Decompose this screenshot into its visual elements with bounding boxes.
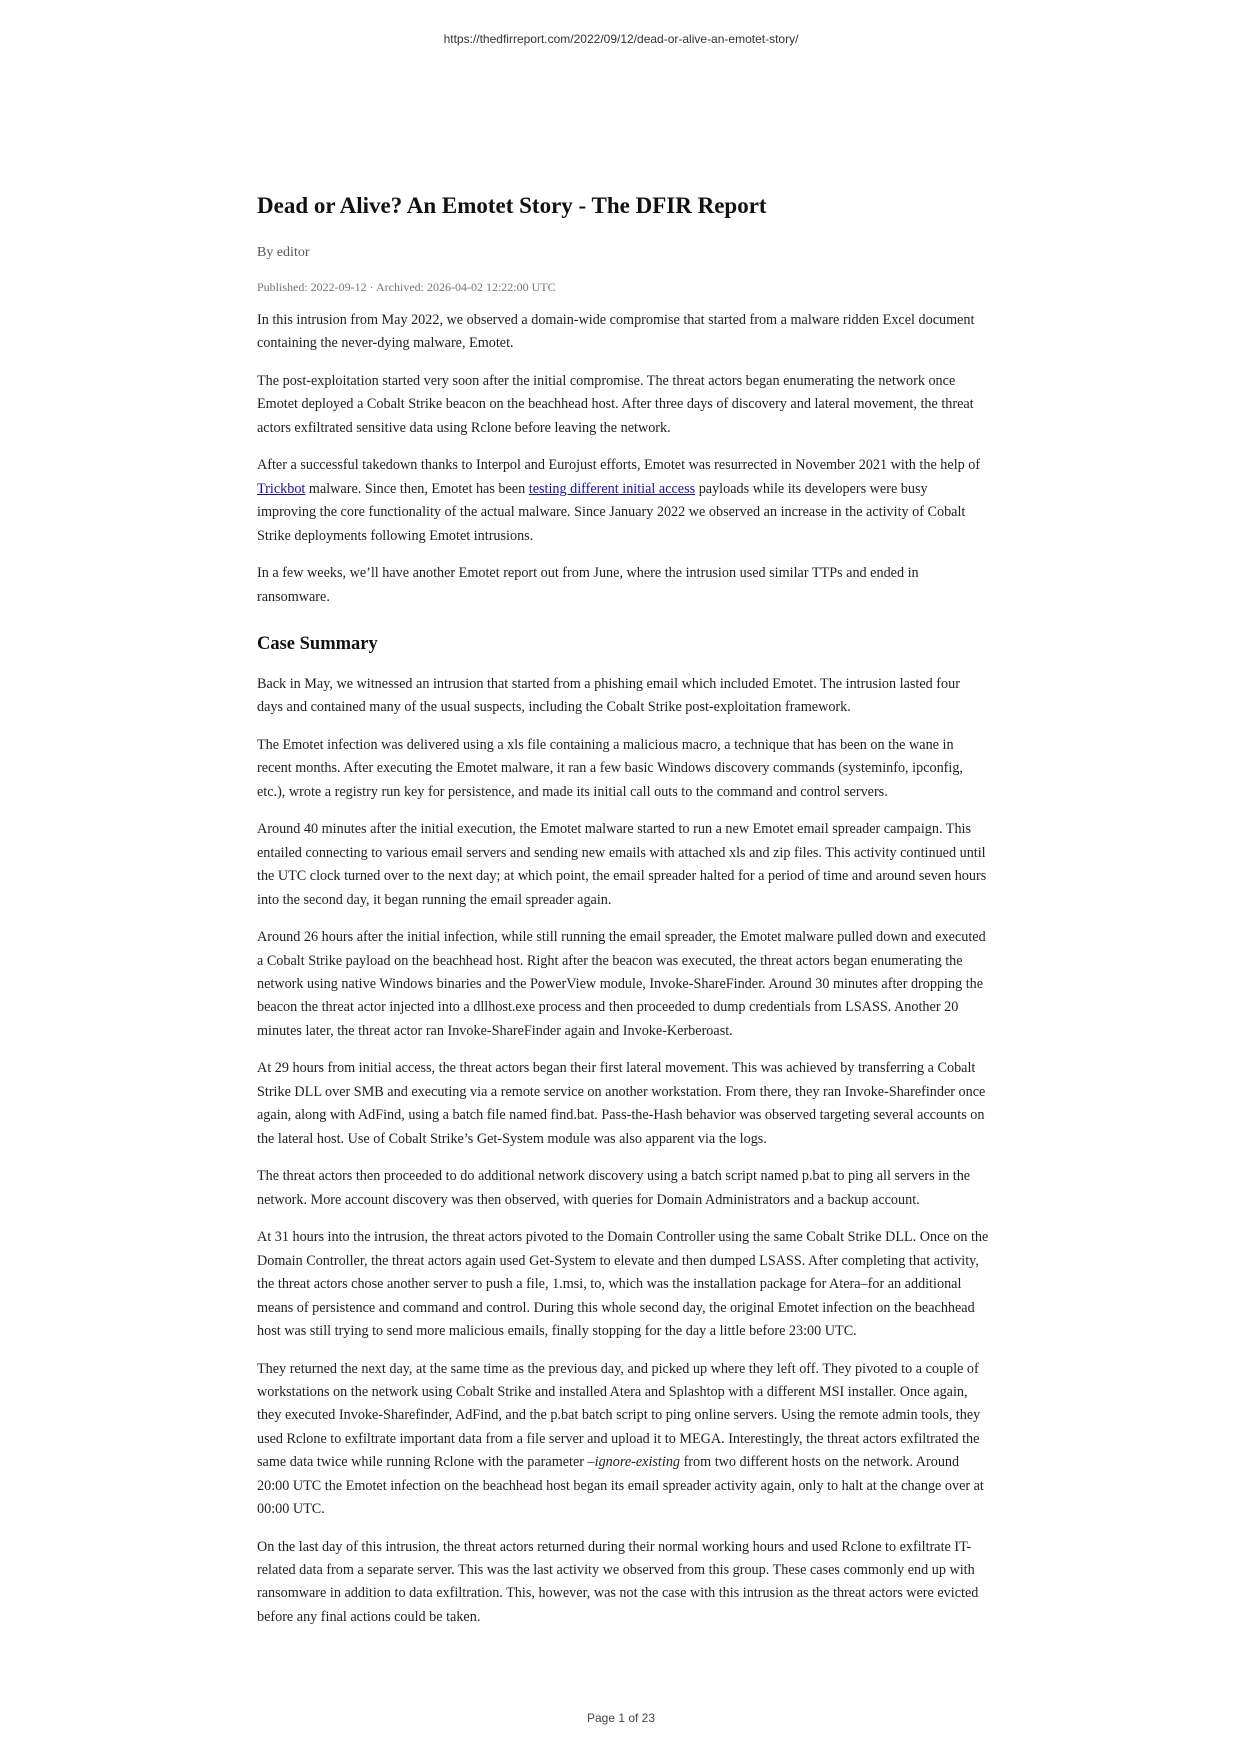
intro-paragraph-3 — [257, 454, 989, 548]
ignore-existing-parameter: –ignore-existing — [587, 1454, 681, 1471]
case-summary-paragraph-8-text-b: from two different hosts on the network. Around 20:00 UTC the Emotet infection on the beachhead host began its email spreader activity again, only to halt at the change over at 00:00 UTC. — [257, 1454, 984, 1517]
intro-paragraph-3-text-b: malware. Since then, Emotet has been — [305, 480, 529, 497]
case-summary-paragraph-6: The threat actors then proceeded to do additional network discovery using a batch script named p.bat to ping all servers in the network. More account discovery was then observed, with queries for Domain Administrators and a backup account. — [257, 1168, 971, 1208]
case-summary-paragraph-5: At 29 hours from initial access, the threat actors began their first lateral movement. This was achieved by transferring a Cobalt Strike DLL over SMB and executing via a remote service on another workstation. From there, they ran Invoke-Sharefinder once again, along with AdFind, using a batch file named find.bat. Pass-the-Hash behavior was observed targeting several accounts on the lateral host. Use of Cobalt Strike’s Get-System module was also apparent via the logs. — [257, 1060, 986, 1147]
case-summary-paragraph-4: Around 26 hours after the initial infection, while still running the email spreader, the Emotet malware pulled down and executed a Cobalt Strike payload on the beachhead host. Right after the beacon was executed, the threat actors began enumerating the network using native Windows binaries and the PowerView module, Invoke-ShareFinder. Around 30 minutes after dropping the beacon the threat actor injected into a dllhost.exe process and then proceeded to dump credentials from LSASS. Another 20 minutes later, the threat actor ran Invoke-ShareFinder again and Invoke-Kerberoast. — [257, 929, 986, 1039]
intro-paragraph-4: In a few weeks, we’ll have another Emotet report out from June, where the intrusion used similar TTPs and ended in ransomware. — [257, 565, 919, 605]
article — [257, 190, 989, 1643]
publish-meta: Published: 2022-09-12 · Archived: 2026-04-02 12:22:00 UTC — [257, 280, 556, 294]
case-summary-heading: Case Summary — [257, 634, 378, 655]
trickbot-link[interactable]: Trickbot — [257, 480, 306, 497]
intro-paragraph-3-text-c: payloads while its developers were busy improving the core functionality of the actual malware. Since January 2022 we observed an increase in the activity of Cobalt Strike deployments following Emotet intrusions. — [257, 480, 966, 544]
case-summary-paragraph-1: Back in May, we witnessed an intrusion that started from a phishing email which included Emotet. The intrusion lasted four days and contained many of the usual suspects, including the Cobalt Strike post-exploitation framework. — [257, 676, 960, 716]
page-number: Page 1 of 23 — [586, 1711, 656, 1725]
case-summary-paragraph-9: On the last day of this intrusion, the threat actors returned during their normal working hours and used Rclone to exfiltrate IT-related data from a separate server. This was the last activity we observed from this group. These cases commonly end up with ransomware in addition to data exfiltration. This, however, was not the case with this intrusion as the threat actors were evicted before any final actions could be taken. — [257, 1538, 979, 1625]
page-url: https://thedfirreport.com/2022/09/12/dead-or-alive-an-emotet-story/ — [443, 32, 799, 46]
case-summary-paragraph-2: The Emotet infection was delivered using a xls file containing a malicious macro, a technique that has been on the wane in recent months. After executing the Emotet malware, it ran a few basic Windows discovery commands (systeminfo, ipconfig, etc.), wrote a registry run key for persistence, and made its initial call outs to the command and control servers. — [257, 737, 963, 800]
intro-paragraph-2: The post-exploitation started very soon after the initial compromise. The threat actors began enumerating the network once Emotet deployed a Cobalt Strike beacon on the beachhead host. After three days of discovery and lateral movement, the threat actors exfiltrated sensitive data using Rclone before leaving the network. — [257, 373, 974, 436]
testing-initial-access-link[interactable]: testing different initial access — [528, 480, 696, 497]
case-summary-paragraph-3: Around 40 minutes after the initial execution, the Emotet malware started to run a new Emotet email spreader campaign. This entailed connecting to various email servers and sending new emails with attached xls and zip files. This activity continued until the UTC clock turned over to the next day; at which point, the email spreader halted for a period of time and around seven hours into the second day, it began running the email spreader again. — [257, 821, 987, 908]
case-summary-paragraph-7: At 31 hours into the intrusion, the threat actors pivoted to the Domain Controller using the same Cobalt Strike DLL. Once on the Domain Controller, the threat actors again used Get-System to elevate and then dumped LSASS. After completing that activity, the threat actors chose another server to push a file, 1.msi, to, which was the installation package for Atera–for an additional means of persistence and command and control. During this whole second day, the original Emotet infection on the beachhead host was still trying to send more malicious emails, finally stopping for the day a little before 23:00 UTC. — [257, 1229, 989, 1339]
intro-paragraph-1: In this intrusion from May 2022, we observed a domain-wide compromise that started from a malware ridden Excel document containing the never-dying malware, Emotet. — [257, 312, 975, 352]
case-summary-paragraph-8 — [257, 1358, 989, 1522]
article-title: Dead or Alive? An Emotet Story - The DFIR Report — [257, 193, 767, 218]
byline: By editor — [257, 245, 310, 260]
case-summary-paragraph-8-text-a: They returned the next day, at the same time as the previous day, and picked up where they left off. They pivoted to a couple of workstations on the network using Cobalt Strike and installed Atera and Splashtop with a different MSI installer. Once again, they executed Invoke-Sharefinder, AdFind, and the p.bat batch script to ping online servers. Using the remote admin tools, they used Rclone to exfiltrate important data from a file server and upload it to MEGA. Interestingly, the threat actors exfiltrated the same data twice while running Rclone with the parameter — [257, 1360, 981, 1471]
intro-paragraph-3-text-a: After a successful takedown thanks to Interpol and Eurojust efforts, Emotet was resurrected in November 2021 with the help of — [257, 457, 981, 474]
